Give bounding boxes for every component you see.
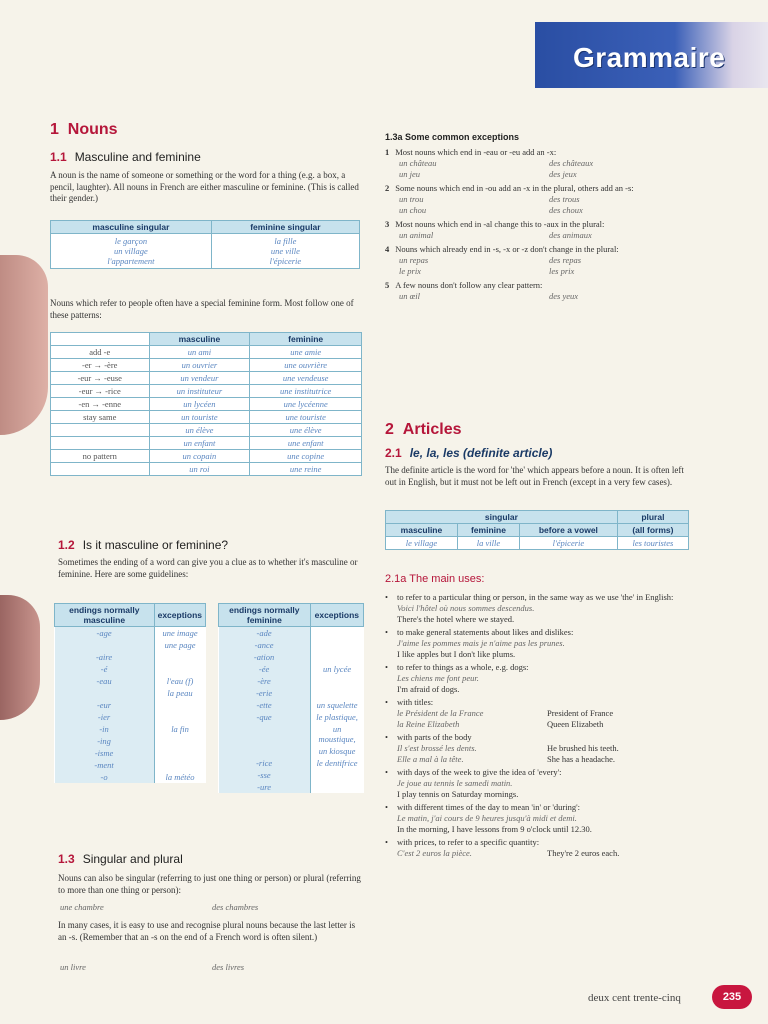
- example-plural: des choux: [549, 205, 583, 215]
- table-cell: une page: [154, 639, 205, 651]
- table-cell: -ing: [55, 735, 155, 747]
- table-cell: [219, 723, 311, 745]
- section-1-3-heading: 1.3 Singular and plural: [58, 852, 183, 866]
- table-row: [55, 627, 206, 640]
- table-cell: une institutrice: [250, 385, 362, 398]
- table-cell: un moustique,: [310, 723, 363, 745]
- table-cell: -eur → -rice: [51, 385, 150, 398]
- example-french: Les chiens me font peur.: [397, 673, 479, 683]
- main-uses-heading: 2.1a The main uses:: [385, 573, 485, 585]
- example-singular: un trou: [399, 194, 424, 204]
- table-cell: la peau: [154, 687, 205, 699]
- table-row: [219, 723, 364, 745]
- gender-table: masculine singular feminine singular le garçon un village l'appartement la fille une ville l'épicerie: [50, 220, 360, 269]
- feminine-patterns-table: masculine feminine add -e un ami une amie -er → -ère un ouvrier une ouvrière -eur → -euse un vendeur une vendeuse -eur → -rice un instituteur une institutrice -en → -enne un lycéen une lycéenne stay same un touriste une touriste un élève une élève un enfant une enfant no pattern un copain une copine un roi une reine: [50, 332, 362, 476]
- example-pair: [385, 230, 690, 241]
- table-row: [55, 639, 206, 651]
- table-cell: stay same: [51, 411, 150, 424]
- example-singular: un œil: [399, 291, 421, 301]
- table-cell: -ère: [219, 675, 311, 687]
- table-cell: -in: [55, 723, 155, 735]
- exception-item: [385, 244, 690, 277]
- table-row: [55, 651, 206, 663]
- table-cell: add -e: [51, 346, 150, 359]
- exception-number: 4: [385, 244, 390, 254]
- table-row: [219, 663, 364, 675]
- table-cell: le plastique,: [310, 711, 363, 723]
- table-row: [219, 627, 364, 640]
- exception-label: A few nouns don't follow any clear pattern:: [395, 280, 543, 290]
- table-cell: l'eau (f): [154, 675, 205, 687]
- table-cell: un ami: [149, 346, 250, 359]
- table-cell: [310, 781, 363, 793]
- table-cell: -ation: [219, 651, 311, 663]
- table-cell: une enfant: [250, 437, 362, 450]
- feminine-endings-table: endings normally feminine exceptions -ade -ance -ation -ée un lycée -ère -erie -ette un squelette -que le plastique, un moustique, un kiosque -rice le dentifrice -sse -ure: [218, 603, 364, 793]
- definite-article-text: The definite article is the word for 'the' which appears before a noun. It is often left out in English, but it must not be left out in French (except in a very few cases).: [385, 465, 684, 487]
- use-item: [385, 732, 690, 765]
- masculine-endings-table: endings normally masculine exceptions -age une image une page -aire -é -eau l'eau (f) la peau -eur -ier -in la fin -ing -isme -ment -o la météo: [54, 603, 206, 783]
- table-cell: une amie: [250, 346, 362, 359]
- example-plural: des châteaux: [549, 158, 594, 168]
- banner-title: Grammaire: [573, 42, 726, 73]
- table-row: [51, 359, 362, 372]
- table-cell: un roi: [149, 463, 250, 476]
- table-row: [51, 463, 362, 476]
- example-french: le Président de la France: [397, 708, 484, 718]
- table-cell: une copine: [250, 450, 362, 463]
- table-row: [55, 771, 206, 783]
- page-number: 235: [712, 985, 752, 1009]
- example-french: J'aime les pommes mais je n'aime pas les prunes.: [397, 638, 565, 648]
- table-cell: [51, 463, 150, 476]
- table-cell: -isme: [55, 747, 155, 759]
- section-1-1-text: A noun is the name of someone or something or the word for a thing (e.g. a box, a pencil, laughter). All nouns in French are either masculine or feminine. (This is called their gender.): [50, 170, 359, 203]
- section-2-1-heading: 2.1 le, la, les (definite article): [385, 446, 553, 460]
- table-cell: une reine: [250, 463, 362, 476]
- example-french: C'est 2 euros la pièce.: [397, 848, 472, 858]
- table-cell: un enfant: [149, 437, 250, 450]
- use-text: • with different times of the day to mean 'in' or 'during':: [397, 802, 581, 812]
- exception-text: [385, 183, 690, 194]
- table-row: [51, 411, 362, 424]
- use-item: [385, 767, 690, 800]
- table-cell: un lycée: [310, 663, 363, 675]
- table-cell: [310, 651, 363, 663]
- table-cell: un élève: [149, 424, 250, 437]
- example-pair: [385, 266, 690, 277]
- example-plural: des yeux: [549, 291, 579, 301]
- example-english: I like apples but I don't like plums.: [397, 649, 516, 659]
- table-row: [219, 639, 364, 651]
- exception-text: [385, 147, 690, 158]
- table-cell: [51, 424, 150, 437]
- table-cell: [51, 437, 150, 450]
- table-cell: [154, 747, 205, 759]
- table-row: [219, 699, 364, 711]
- use-item: [385, 697, 690, 730]
- example-french: Je joue au tennis le samedi matin.: [397, 778, 513, 788]
- table-cell: -o: [55, 771, 155, 783]
- table-cell: la fin: [154, 723, 205, 735]
- table-cell: -ance: [219, 639, 311, 651]
- table-cell: -erie: [219, 687, 311, 699]
- main-uses-list: [385, 592, 690, 861]
- exception-item: [385, 147, 690, 180]
- feminine-forms-text: Nouns which refer to people often have a special feminine form. Most follow one of these patterns:: [50, 298, 354, 320]
- plural-s-text: In many cases, it is easy to use and recognise plural nouns because the last letter is an -s. (Remember that an -s on the end of a French word is often silent.): [58, 920, 356, 942]
- section-1-2-heading: 1.2 Is it masculine or feminine?: [58, 538, 229, 552]
- table-row: [219, 745, 364, 757]
- table-cell: un instituteur: [149, 385, 250, 398]
- table-cell: [310, 675, 363, 687]
- example-plural: des animaux: [549, 230, 592, 240]
- table-cell: -er → -ère: [51, 359, 150, 372]
- example-pair: [397, 743, 690, 754]
- table-cell: une touriste: [250, 411, 362, 424]
- example-french: la Reine Elizabeth: [397, 719, 460, 729]
- exception-label: Nouns which already end in -s, -x or -z don't change in the plural:: [395, 244, 619, 254]
- exception-number: 3: [385, 219, 390, 229]
- table-cell: -eau: [55, 675, 155, 687]
- table-cell: une vendeuse: [250, 372, 362, 385]
- example-french: Le matin, j'ai cours de 9 heures jusqu'à midi et demi.: [397, 813, 577, 823]
- exception-item: [385, 183, 690, 216]
- table-row: [55, 747, 206, 759]
- table-cell: [55, 687, 155, 699]
- table-row: [51, 437, 362, 450]
- table-row: [51, 372, 362, 385]
- table-cell: un copain: [149, 450, 250, 463]
- table-cell: un kiosque: [310, 745, 363, 757]
- section-1-heading: 1 Nouns: [50, 121, 118, 138]
- table-cell: [55, 639, 155, 651]
- table-cell: une image: [154, 627, 205, 640]
- example-pair: [385, 169, 690, 180]
- table-cell: un vendeur: [149, 372, 250, 385]
- table-cell: une ouvrière: [250, 359, 362, 372]
- use-text: • with titles:: [397, 697, 434, 707]
- example-english: President of France: [547, 708, 614, 718]
- use-text: • to refer to a particular thing or person, in the same way as we use 'the' in English:: [397, 592, 674, 602]
- thumb: [0, 255, 48, 435]
- exception-item: [385, 219, 690, 241]
- example-plural: des jeux: [549, 169, 577, 179]
- table-row: [55, 687, 206, 699]
- table-row: [55, 759, 206, 771]
- table-row: [219, 711, 364, 723]
- example-plural: des trous: [549, 194, 580, 204]
- example-english: I play tennis on Saturday mornings.: [397, 789, 519, 799]
- example-singular: un château: [399, 158, 437, 168]
- table-cell: [154, 711, 205, 723]
- grammaire-banner: [535, 22, 768, 88]
- example-singular: le prix: [399, 266, 421, 276]
- table-cell: un ouvrier: [149, 359, 250, 372]
- table-cell: [310, 687, 363, 699]
- use-text: • to refer to things as a whole, e.g. dogs:: [397, 662, 529, 672]
- exception-number: 2: [385, 183, 390, 193]
- table-cell: un touriste: [149, 411, 250, 424]
- table-row: [55, 675, 206, 687]
- table-cell: -rice: [219, 757, 311, 769]
- section-1-3-text: Nouns can also be singular (referring to just one thing or person) or plural (referring to more than one thing or person):: [58, 873, 361, 895]
- livre-example: un livre des livres: [60, 962, 245, 972]
- table-cell: -sse: [219, 769, 311, 781]
- table-cell: [154, 663, 205, 675]
- table-cell: un squelette: [310, 699, 363, 711]
- section-2-heading: 2 Articles: [385, 421, 462, 438]
- example-singular: un chou: [399, 205, 427, 215]
- example-singular: un jeu: [399, 169, 421, 179]
- chambre-example: une chambre des chambres: [60, 902, 259, 912]
- definite-article-table: singular plural masculine feminine before a vowel (all forms) le village la ville l'épicerie les touristes: [385, 510, 689, 550]
- table-cell: -ment: [55, 759, 155, 771]
- table-cell: [219, 745, 311, 757]
- table-cell: [310, 639, 363, 651]
- example-french: Voici l'hôtel où nous sommes descendus.: [397, 603, 535, 613]
- table-cell: -eur → -euse: [51, 372, 150, 385]
- table-cell: -ure: [219, 781, 311, 793]
- use-item: [385, 662, 690, 695]
- example-singular: un animal: [399, 230, 434, 240]
- example-pair: [397, 754, 690, 765]
- table-row: [55, 735, 206, 747]
- use-item: [385, 837, 690, 859]
- example-english: They're 2 euros each.: [547, 848, 620, 858]
- exception-text: [385, 219, 690, 230]
- exception-label: Most nouns which end in -eau or -eu add an -x:: [395, 147, 557, 157]
- table-cell: no pattern: [51, 450, 150, 463]
- example-english: He brushed his teeth.: [547, 743, 619, 753]
- table-row: [51, 424, 362, 437]
- table-row: [51, 346, 362, 359]
- exception-text: [385, 244, 690, 255]
- exception-label: Most nouns which end in -al change this to -aux in the plural:: [395, 219, 605, 229]
- example-pair: [385, 205, 690, 216]
- table-row: [55, 723, 206, 735]
- table-row: [55, 711, 206, 723]
- table-cell: -eur: [55, 699, 155, 711]
- example-english: She has a headache.: [547, 754, 615, 764]
- section-1-1-heading: 1.1 Masculine and feminine: [50, 150, 201, 164]
- exceptions-heading: 1.3a Some common exceptions: [385, 132, 520, 142]
- table-row: [219, 675, 364, 687]
- example-pair: [385, 158, 690, 169]
- example-pair: [397, 848, 690, 859]
- example-english: I'm afraid of dogs.: [397, 684, 460, 694]
- use-text: • with prices, to refer to a specific quantity:: [397, 837, 540, 847]
- section-1-2-text: Sometimes the ending of a word can give you a clue as to whether it's masculine or feminine. Here are some guidelines:: [58, 557, 358, 579]
- table-cell: -age: [55, 627, 155, 640]
- table-row: [51, 385, 362, 398]
- exceptions-list: [385, 147, 690, 305]
- table-cell: -ette: [219, 699, 311, 711]
- table-row: [55, 663, 206, 675]
- example-english: In the morning, I have lessons from 9 o'clock until 12.30.: [397, 824, 592, 834]
- exception-number: 1: [385, 147, 390, 157]
- table-row: [55, 699, 206, 711]
- use-item: [385, 627, 690, 660]
- example-plural: les prix: [549, 266, 575, 276]
- table-cell: -ade: [219, 627, 311, 640]
- table-cell: [154, 699, 205, 711]
- table-row: [51, 450, 362, 463]
- exception-text: [385, 280, 690, 291]
- table-cell: [310, 769, 363, 781]
- uses-bullets: [385, 592, 690, 859]
- use-item: [385, 592, 690, 625]
- use-item: [385, 802, 690, 835]
- example-pair: [385, 291, 690, 302]
- table-row: [219, 687, 364, 699]
- exception-number: 5: [385, 280, 390, 290]
- table-cell: la météo: [154, 771, 205, 783]
- table-cell: une élève: [250, 424, 362, 437]
- example-french: Il s'est brossé les dents.: [397, 743, 477, 753]
- table-cell: -aire: [55, 651, 155, 663]
- table-cell: le dentifrice: [310, 757, 363, 769]
- table-row: [219, 781, 364, 793]
- table-cell: -que: [219, 711, 311, 723]
- table-cell: -ée: [219, 663, 311, 675]
- example-english: There's the hotel where we stayed.: [397, 614, 515, 624]
- table-cell: un lycéen: [149, 398, 250, 411]
- example-pair: [397, 719, 690, 730]
- table-cell: -é: [55, 663, 155, 675]
- example-plural: des repas: [549, 255, 582, 265]
- table-row: [219, 757, 364, 769]
- example-english: Queen Elizabeth: [547, 719, 604, 729]
- table-row: [219, 651, 364, 663]
- table-cell: une lycéenne: [250, 398, 362, 411]
- use-text: • with days of the week to give the idea of 'every':: [397, 767, 562, 777]
- exception-item: [385, 280, 690, 302]
- use-text: • with parts of the body: [397, 732, 472, 742]
- table-cell: [310, 627, 363, 640]
- table-row: [51, 398, 362, 411]
- page-number-words: deux cent trente-cinq: [588, 992, 681, 1004]
- table-cell: -ier: [55, 711, 155, 723]
- table-cell: -en → -enne: [51, 398, 150, 411]
- finger: [0, 595, 40, 720]
- example-singular: un repas: [399, 255, 429, 265]
- example-pair: [397, 708, 690, 719]
- example-pair: [385, 194, 690, 205]
- table-cell: [154, 735, 205, 747]
- exception-label: Some nouns which end in -ou add an -x in the plural, others add an -s:: [395, 183, 634, 193]
- example-french: Elle a mal à la tête.: [397, 754, 464, 764]
- table-row: [219, 769, 364, 781]
- table-cell: [154, 759, 205, 771]
- example-pair: [385, 255, 690, 266]
- use-text: • to make general statements about likes and dislikes:: [397, 627, 574, 637]
- table-cell: [154, 651, 205, 663]
